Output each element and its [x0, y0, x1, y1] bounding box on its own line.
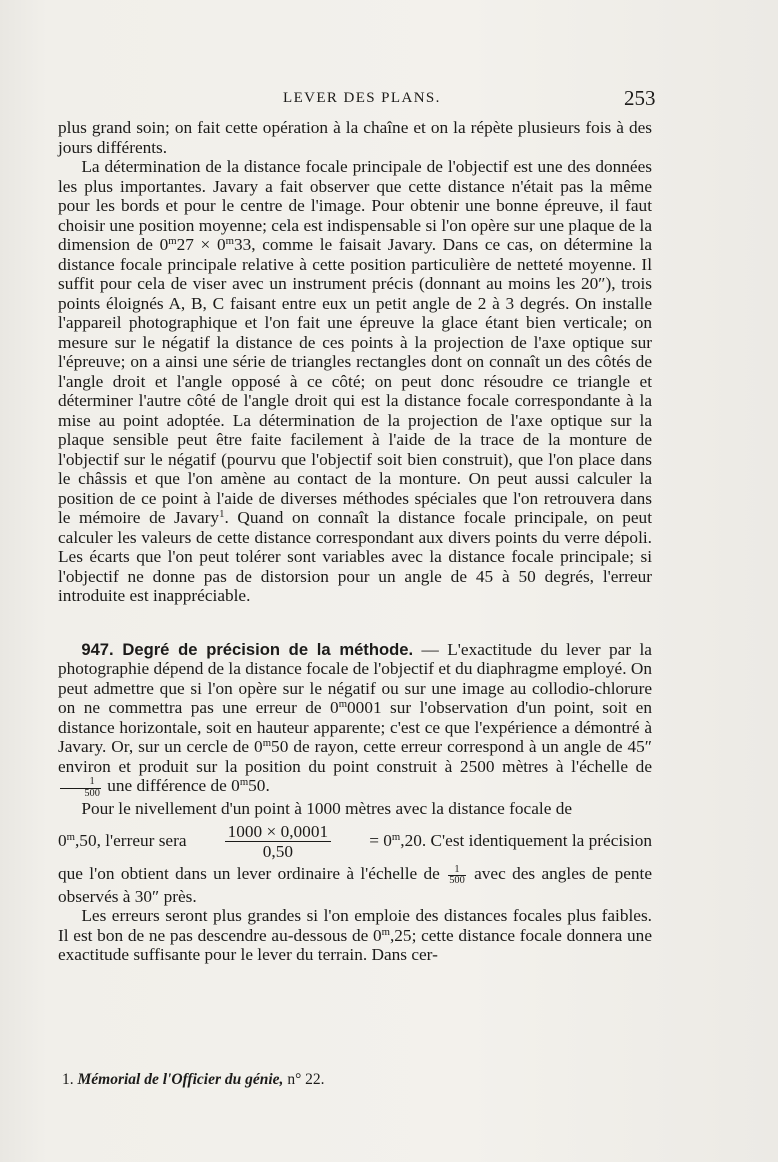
error-formula: $\frac{1000 \times 0,0001}{0,50}$: [225, 822, 331, 861]
section-947: 947. Degré de précision de la méthode. — L'exactitude du lever par la photographie dépend de la distance focale de l'objectif et du diaphragme employé. On peut admettre que si l'on opère sur le négatif ou sur une image au collodio-chlorure on ne commettra pas une erreur de 0$^m$0001 sur l'observation d'un point, soit en distance horizontale, soit en hauteur apparente; c'est ce que l'expérience a démontré à Javary. Or, sur un cercle de 0$^m$50 de rayon, cette erreur correspond à un angle de 45″ environ et produit sur la position du point construit à 2500 mètres à l'échelle de $\frac{1}{500}$ une différence de 0$^m$50.: [58, 639, 653, 799]
footnote: 1. Mémorial de l'Officier du génie, n° 22.: [62, 1071, 325, 1088]
paragraph-nivellement: Pour le nivellement d'un point à 1000 mètres avec la distance focale de: [81, 799, 573, 819]
page-number: 253: [624, 86, 656, 110]
paragraph-text: Javary. Dans ce cas, on détermine la distance focale principale relative à cette position particulière de netteté moyenne. Il suffit pour cela de viser avec un instrument précis (donnant au moins les 20″), trois points éloignés A, B, C faisant entre eux un petit angle de 2 à 3 degrés. On installe l'appareil photographique et l'on fait une épreuve la glace étant bien verticale; on mesure sur le négatif la distance de ces points à la projection de l'axe optique sur l'épreuve; on a ainsi une série de triangles rectangles dont on connaît un des côtés de l'angle droit et l'angle opposé à ce côté; on peut donc résoudre ce triangle et déterminer l'autre côté de l'angle droit qui est la distance focale correspondante à la mise au point adoptée. La détermination de la projection de l'axe optique sur la plaque sensible peut être faite facilement à l'aide de la trace de la monture de l'objectif sur le négatif (pourvu que l'objectif soit bien construit), que l'on place dans le châssis et que l'on amène au contact de la monture. On peut aussi calculer la position de ce point à l'aide de diverses méthodes spéciales que l'on retrouvera dans le mémoire de Javary: [58, 235, 653, 527]
paragraph-continuation: plus grand soin; on fait cette opération à la chaîne et on la répète plusieurs fois à des jours différents.: [58, 118, 652, 157]
footnote-reference: 1: [219, 508, 225, 521]
scale-fraction: $\frac{1}{500}$: [449, 863, 465, 887]
running-header: LEVER DES PLANS.: [283, 90, 441, 106]
section-heading: 947. Degré de précision de la méthode.: [81, 639, 414, 659]
formula-line: 0$^m$,50, l'erreur sera $\frac{1000 \times 0,0001}{0,50}$ = $0^m,20$. C'est identiquement la précision: [58, 821, 652, 861]
scale-fraction: $\frac{1}{500}$: [60, 777, 101, 799]
body-text: [58, 118, 652, 965]
paragraph-erreurs: Les erreurs seront plus grandes si l'on emploie des distances focales plus faibles. Il est bon de ne pas descendre au-dessous de 0$^m$,25; cette distance focale donnera une exactitude suffisante pour le lever du terrain. Dans cer-: [58, 906, 652, 965]
plate-dimension: 0$^m$27 × 0$^m$33: [159, 235, 252, 254]
paragraph-text: . Quand on connaît la distance focale principale, on peut calculer les valeurs de cette distance correspondant aux divers points du verre dépoli. Les écarts que l'on peut tolérer sont variables avec la distance focale principale; si l'objectif ne donne pas de distorsion pour un angle de 45 à 50 degrés, l'erreur introduite est inappréciable.: [58, 508, 652, 605]
paragraph-nivellement-end: que l'on obtient dans un lever ordinaire à l'échelle de $\frac{1}{500}$ avec des angles de pente observés à 30″ près.: [58, 863, 653, 906]
paragraph-focal-distance: La détermination de la distance focale principale de l'objectif est une des données les plus importantes. Javary a fait observer que cette distance n'était pas la même pour les bords et pour le centre de l'image. Pour obtenir une bonne épreuve, il faut choisir une position moyenne; cela est indispensable si l'on opère sur une plaque de la dimension de 0$^m$27 × 0$^m$33, comme le faisait Javary. Dans ce cas, on détermine la distance focale principale relative à cette position particulière de netteté moyenne. Il suffit pour cela de viser avec un instrument précis (donnant au moins les 20″), trois points éloignés A, B, C faisant entre eux un petit angle de 2 à 3 degrés. On installe l'appareil photographique et l'on fait une épreuve la glace étant bien verticale; on mesure sur le négatif la distance de ces points à la projection de l'axe optique sur l'épreuve; on a ainsi une série de triangles rectangles dont on connaît un des côtés de l'angle droit et l'angle opposé à ce côté; on peut donc résoudre ce triangle et déterminer l'autre côté de l'angle droit qui est la distance focale correspondante à la mise au point adoptée. La détermination de la projection de l'axe optique sur la plaque sensible peut être faite facilement à l'aide de la trace de la monture de l'objectif sur le négatif (pourvu que l'objectif soit bien construit), que l'on place dans le châssis et que l'on amène au contact de la monture. On peut aussi calculer la position de ce point à l'aide de diverses méthodes spéciales que l'on retrouvera dans le mémoire de Javary$^1$. Quand on connaît la distance focale principale, on peut calculer les valeurs de cette distance correspondant aux divers points du verre dépoli. Les écarts que l'on peut tolérer sont variables avec la distance focale principale; si l'objectif ne donne pas de distorsion pour un angle de 45 à 50 degrés, l'erreur introduite est inappréciable.: [58, 157, 653, 605]
paragraph-text: La détermination de la distance focale principale de l'objectif est une des données les plus importantes. Javary a fait observer que cette distance n'était pas la même pour les bords et pour le centre de l'image. Pour obtenir une bonne épreuve, il faut choisir une position moyenne; cela est indispensable si l'on opère sur une plaque de la dimension de: [58, 157, 652, 254]
